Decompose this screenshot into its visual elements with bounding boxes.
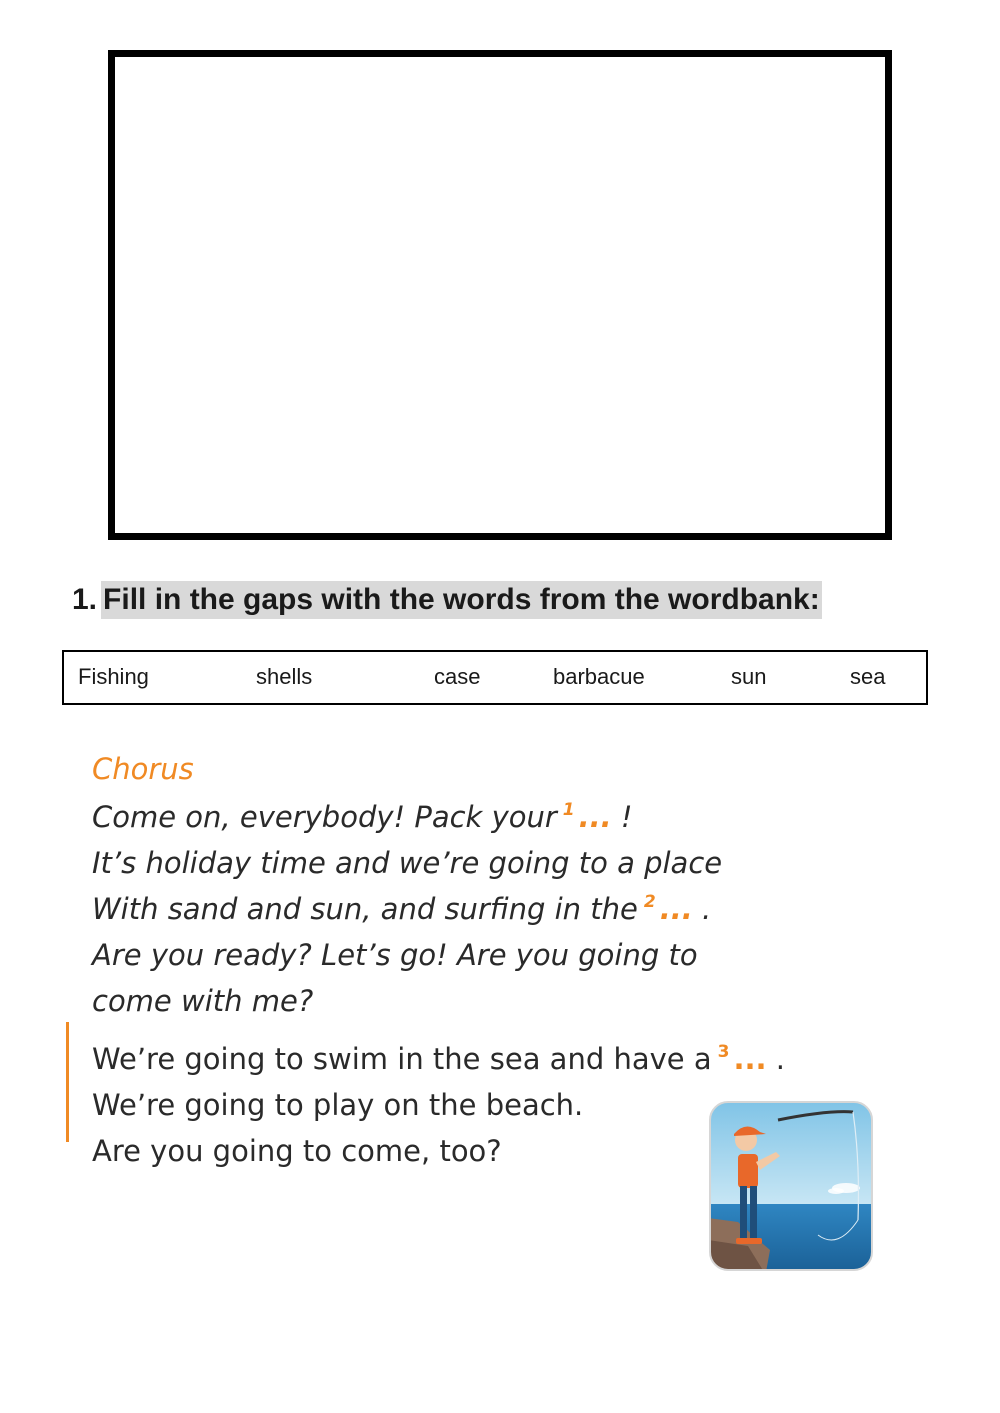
gap-number: 1 [562,800,575,820]
wordbank [62,650,928,705]
wordbank-word: case [434,664,481,689]
boy-fishing-icon [708,1100,874,1272]
song-line-text: We’re going to swim in the sea and have a [92,1042,712,1076]
exercise-number: 1. [72,583,98,616]
song-line [92,892,711,926]
image-placeholder-box [108,50,892,540]
gap-marker: ... [578,800,612,834]
song-line: We’re going to play on the beach. [92,1088,584,1122]
song-line: Are you ready? Let’s go! Are you going to [92,938,698,972]
song-line: Are you going to come, too? [92,1134,502,1168]
gap-number: 3 [717,1042,730,1062]
exercise-heading [72,578,822,622]
gap-number: 2 [643,892,656,912]
wordbank-word: sea [850,664,886,689]
song-line-text: . [775,1042,785,1076]
chorus-label: Chorus [92,752,194,786]
wordbank-word: Fishing [78,664,149,689]
song-line: It’s holiday time and we’re going to a place [92,846,723,880]
verse-marker-bar [66,1022,69,1142]
song-line-text: ! [620,800,633,834]
wordbank-word: shells [256,664,313,689]
wordbank-word: sun [731,664,767,689]
gap-marker: ... [733,1042,767,1076]
song-line [92,800,633,834]
gap-marker: ... [659,892,693,926]
song-line-text: Come on, everybody! Pack your [92,800,557,834]
wordbank-word: barbacue [553,664,645,689]
song-line-text: . [701,892,712,926]
exercise-instruction: Fill in the gaps with the words from the wordbank: [101,581,822,619]
song-line: come with me? [92,984,314,1018]
song-line-text: With sand and sun, and surfing in the [92,892,638,926]
song-line [92,1042,785,1076]
